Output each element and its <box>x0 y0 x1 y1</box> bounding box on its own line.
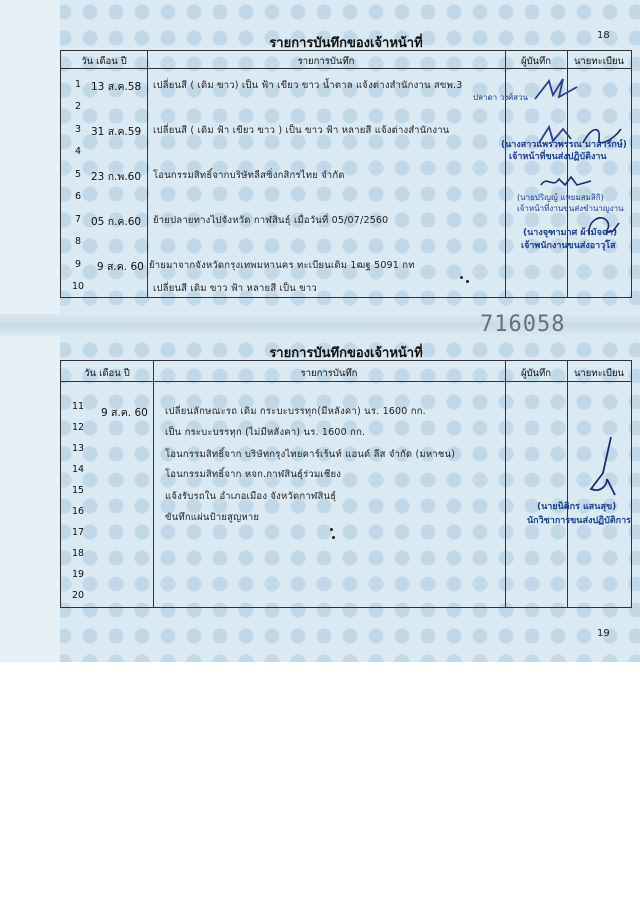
header-recorder: ผู้บันทึก <box>520 368 552 379</box>
header-registrar: นายทะเบียน <box>573 368 625 379</box>
row-number: 20 <box>71 590 85 601</box>
row-entry: เปลี่ยนสี ( เดิม ฟ้า เขียว ขาว ) เป็น ขาว ฟ้า หลายสี แจ้งต่างสำนักงาน <box>153 125 450 136</box>
row-date: 13 ส.ค.58 <box>91 81 142 93</box>
page-number-bottom: 19 <box>597 628 610 639</box>
lower-record-table <box>60 360 632 608</box>
header-record: รายการบันทึก <box>300 368 358 379</box>
row-number: 9 <box>74 259 82 270</box>
signature-mark <box>531 75 581 105</box>
row-number: 17 <box>71 527 85 538</box>
row-number: 1 <box>74 79 82 90</box>
signature-mark <box>581 433 621 503</box>
lower-panel-title: รายการบันทึกของเจ้าหน้าที่ <box>269 346 423 361</box>
row-entry: เปลี่ยนสี เดิม ขาว ฟ้า หลายสี เป็น ขาว <box>153 283 317 294</box>
page-number-top: 18 <box>597 30 610 41</box>
row-entry: เป็น กระบะบรรทุก (ไม่มีหลังคา) นร. 1600 กก. <box>165 427 366 438</box>
row-number: 16 <box>71 506 85 517</box>
row-entry: แจ้งรับรถใน อำเภอเมือง จังหวัดกาฬสินธุ์ <box>165 491 337 502</box>
row-entry: โอนกรรมสิทธิ์จาก บริษัทกรุงไทยคาร์เร้นท์ แอนด์ ลีส จำกัด (มหาชน) <box>165 449 456 460</box>
row-entry: ขันทึกแผ่นป้ายสูญหาย <box>165 512 260 523</box>
row-number: 13 <box>71 443 85 454</box>
row-number: 4 <box>74 146 82 157</box>
row-entry: โอนกรรมสิทธิ์จาก หจก.กาฬสินธุ์ร่วมเชียง <box>165 469 342 480</box>
officer-name: (นางสาวแพรวพรรณ มาลารักษ์) <box>501 140 627 150</box>
row-number: 11 <box>71 401 85 412</box>
row-number: 18 <box>71 548 85 559</box>
signature-mark <box>537 171 597 193</box>
row-entry: โอนกรรมสิทธิ์จากบริษัทลีสซิ่งกสิกรไทย จำกัด <box>153 170 345 181</box>
row-number: 8 <box>74 236 82 247</box>
upper-record-panel <box>60 28 632 303</box>
row-date: 31 ส.ค.59 <box>91 126 142 138</box>
row-number: 5 <box>74 169 82 180</box>
upper-panel-title: รายการบันทึกของเจ้าหน้าที่ <box>269 36 423 51</box>
row-entry: ย้ายปลายทางไปจังหวัด กาฬสินธุ์ เมื่อวันที่ 05/07/2560 <box>153 215 389 226</box>
officer-position: นักวิชาการขนส่งปฏิบัติการ <box>527 516 631 526</box>
row-number: 19 <box>71 569 85 580</box>
header-recorder: ผู้บันทึก <box>520 56 552 67</box>
row-number: 12 <box>71 422 85 433</box>
row-number: 2 <box>74 101 82 112</box>
row-date: 9 ส.ค. 60 <box>97 261 144 273</box>
officer-position: เจ้าหน้าที่ขนส่งปฏิบัติงาน <box>509 152 607 162</box>
officer-name: (นายปริญญ์ แหยมสมสิกิ) <box>517 193 604 202</box>
signature-mark <box>577 121 627 151</box>
header-record: รายการบันทึก <box>297 56 355 67</box>
signature-mark <box>583 211 623 241</box>
officer-position: เจ้าพนักงานขนส่งอาวุโส <box>521 241 616 251</box>
header-date: วัน เดือน ปี <box>84 368 130 379</box>
officer-name: (นายนิติกร แสนสุข) <box>537 502 617 512</box>
row-date: 05 ก.ค.60 <box>91 216 142 228</box>
row-entry: เปลี่ยนสี ( เดิม ขาว) เป็น ฟ้า เขียว ขาว น้ำตาล แจ้งต่างสำนักงาน สขพ.3 <box>153 80 463 91</box>
row-entry: เปลี่ยนลักษณะรถ เดิม กระบะบรรทุก(มีหลังคา) นร. 1600 กก. <box>165 406 426 417</box>
lower-record-panel <box>60 336 632 616</box>
officer-name: (นางจุฑามาศ ผ้ามัจฉา) <box>523 228 618 238</box>
header-registrar: นายทะเบียน <box>573 56 625 67</box>
signature-mark <box>535 123 575 149</box>
row-number: 6 <box>74 191 82 202</box>
row-date: 9 ส.ค. 60 <box>101 407 148 419</box>
officer-name: ปลาดา วงศ์สวน <box>473 93 529 102</box>
row-number: 14 <box>71 464 85 475</box>
officer-position: เจ้าหน้าที่งานขนส่งชำนาญงาน <box>517 204 624 213</box>
serial-number: 716058 <box>480 312 566 337</box>
row-number: 3 <box>74 124 82 135</box>
upper-record-table <box>60 50 632 298</box>
header-date: วัน เดือน ปี <box>81 56 127 67</box>
row-number: 15 <box>71 485 85 496</box>
row-date: 23 ก.พ.60 <box>91 171 142 183</box>
row-number: 7 <box>74 214 82 225</box>
row-number: 10 <box>71 281 85 292</box>
row-entry: ย้ายมาจากจังหวัดกรุงเทพมหานคร ทะเบียนเดิม 1ฒฐ 5091 กท <box>149 260 415 271</box>
